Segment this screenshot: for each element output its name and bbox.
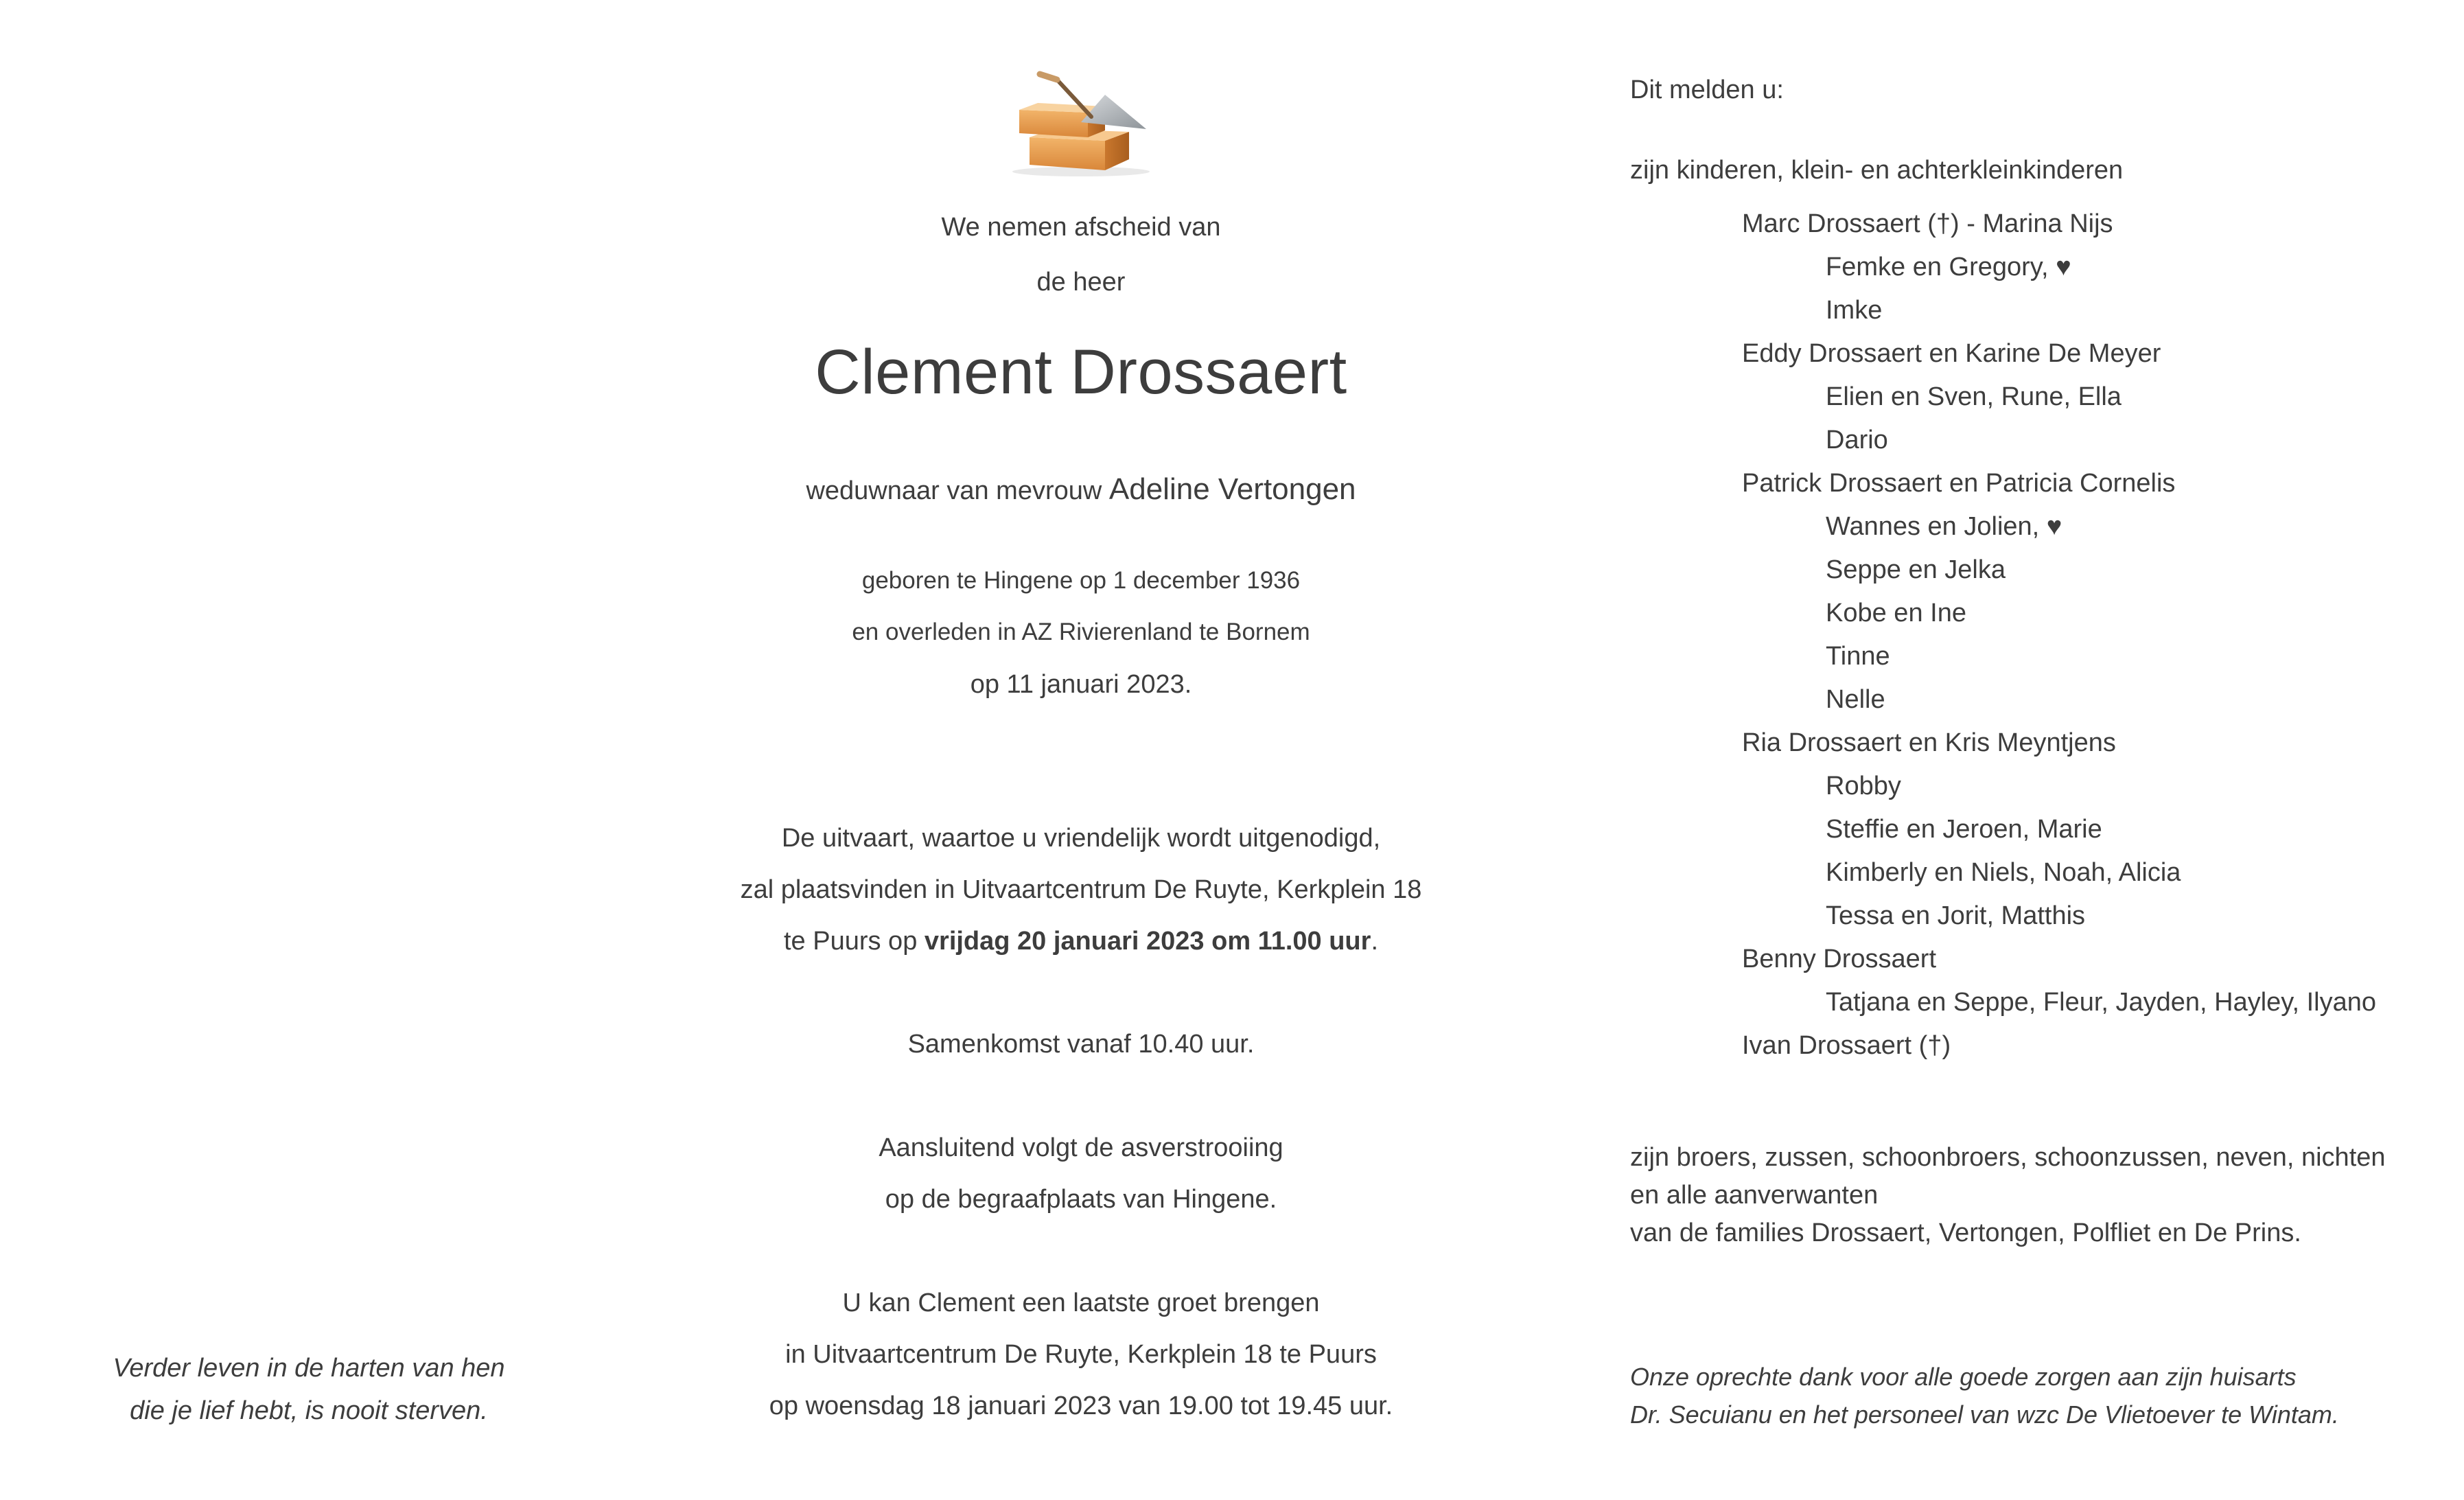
grandchild: Nelle <box>1826 685 1885 714</box>
deceased-name: Clement Drossaert <box>815 337 1347 407</box>
died-line: en overleden in AZ Rivierenland te Bornem <box>852 619 1310 645</box>
grandchild: Kobe en Ine <box>1826 599 1966 627</box>
family-member: Ria Drossaert en Kris Meyntjens <box>1742 728 2116 757</box>
family-member: Marc Drossaert (†) - Marina Nijs <box>1742 209 2113 238</box>
thanks-line-1: Onze oprechte dank voor alle goede zorgen aan zijn huisarts <box>1630 1363 2297 1391</box>
grandchild: Wannes en Jolien, ♥ <box>1826 512 2062 541</box>
family-member: Benny Drossaert <box>1742 945 1937 973</box>
trowel-and-bricks-icon <box>1002 69 1160 178</box>
visit-line-1: U kan Clement een laatste groet brengen <box>842 1289 1320 1317</box>
funeral-line-2: zal plaatsvinden in Uitvaartcentrum De Ruyte, Kerkplein 18 <box>740 875 1422 904</box>
grandchild: Dario <box>1826 426 1888 454</box>
memorial-quote <box>62 1347 556 1432</box>
family-member: Ivan Drossaert (†) <box>1742 1031 1951 1060</box>
announce-line: Dit melden u: <box>1630 76 1784 104</box>
grandchild: Tatjana en Seppe, Fleur, Jayden, Hayley, Ilyano <box>1826 988 2377 1017</box>
family-member: Eddy Drossaert en Karine De Meyer <box>1742 339 2161 368</box>
scatter-line-2: op de begraafplaats van Hingene. <box>885 1185 1277 1214</box>
born-line: geboren te Hingene op 1 december 1936 <box>861 567 1301 594</box>
funeral-prefix: te Puurs op <box>783 927 925 956</box>
scatter-line-1: Aansluitend volgt de asverstrooiing <box>879 1133 1283 1162</box>
grandchild: Tessa en Jorit, Matthis <box>1826 901 2086 930</box>
quote-line-1: Verder leven in de harten van hen <box>113 1354 505 1383</box>
grandchild: Seppe en Jelka <box>1826 555 2006 584</box>
relatives-line-1: zijn broers, zussen, schoonbroers, schoonzussen, neven, nichten <box>1630 1143 2386 1172</box>
grandchild: Robby <box>1826 772 1901 800</box>
thanks-line-2: Dr. Secuianu en het personeel van wzc De Vlietoever te Wintam. <box>1630 1400 2339 1429</box>
widower-prefix: weduwnaar van mevrouw <box>806 476 1109 505</box>
grandchild: Tinne <box>1826 642 1890 671</box>
widower-line <box>686 472 1476 507</box>
died-date-line: op 11 januari 2023. <box>970 670 1192 699</box>
grandchild: Elien en Sven, Rune, Ella <box>1826 382 2122 411</box>
visit-line-2: in Uitvaartcentrum De Ruyte, Kerkplein 18 te Puurs <box>785 1340 1377 1369</box>
relatives-line-2: en alle aanverwanten <box>1630 1181 1879 1210</box>
funeral-datetime: vrijdag 20 januari 2023 om 11.00 uur <box>924 927 1371 956</box>
funeral-line-1: De uitvaart, waartoe u vriendelijk wordt uitgenodigd, <box>781 824 1381 853</box>
intro-line-2: de heer <box>1036 268 1126 297</box>
grandchild: Kimberly en Niels, Noah, Alicia <box>1826 858 2181 887</box>
grandchild: Imke <box>1826 296 1883 325</box>
grandchild: Steffie en Jeroen, Marie <box>1826 815 2102 844</box>
quote-line-2: die je lief hebt, is nooit sterven. <box>130 1396 488 1425</box>
funeral-suffix: . <box>1371 927 1378 956</box>
funeral-line-3 <box>686 927 1476 956</box>
intro-line-1: We nemen afscheid van <box>941 213 1221 242</box>
relatives-line-3: van de families Drossaert, Vertongen, Polfliet en De Prins. <box>1630 1219 2301 1247</box>
family-heading: zijn kinderen, klein- en achterkleinkinderen <box>1630 156 2124 185</box>
widower-name: Adeline Vertongen <box>1108 472 1356 506</box>
grandchild: Femke en Gregory, ♥ <box>1826 253 2071 281</box>
family-member: Patrick Drossaert en Patricia Cornelis <box>1742 469 2176 498</box>
visit-line-3: op woensdag 18 januari 2023 van 19.00 tot 19.45 uur. <box>769 1392 1393 1420</box>
gathering-line: Samenkomst vanaf 10.40 uur. <box>907 1030 1255 1059</box>
